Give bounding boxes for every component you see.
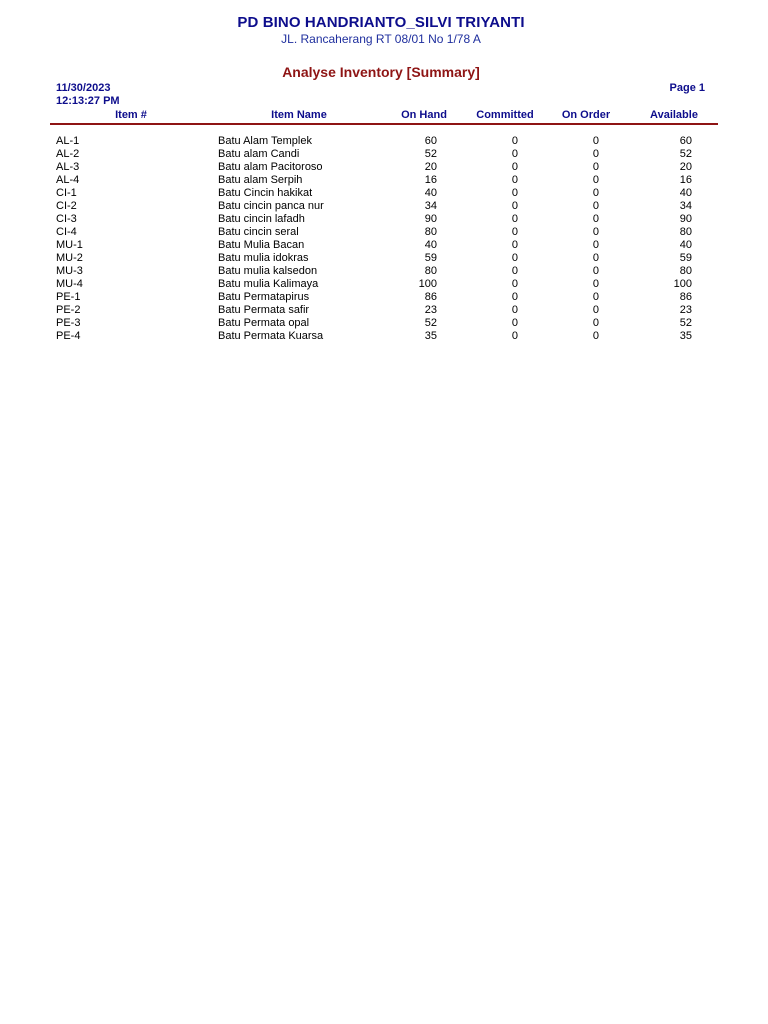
column-header-item: Item #	[115, 109, 147, 121]
item-name: Batu cincin seral	[218, 226, 299, 238]
column-header-committed: Committed	[476, 109, 534, 121]
table-row	[0, 317, 768, 330]
item-name: Batu mulia Kalimaya	[218, 278, 319, 290]
committed-value: 0	[511, 161, 518, 173]
column-header-name: Item Name	[271, 109, 327, 121]
table-row	[0, 161, 768, 174]
item-code: CI-3	[56, 213, 77, 225]
table-row	[0, 148, 768, 161]
committed-value: 0	[511, 291, 518, 303]
on-order-value: 0	[592, 317, 599, 329]
available-value: 16	[679, 174, 692, 186]
on-hand-value: 80	[424, 265, 437, 277]
on-order-value: 0	[592, 226, 599, 238]
committed-value: 0	[511, 174, 518, 186]
page-number: Page 1	[669, 82, 705, 94]
committed-value: 0	[511, 148, 518, 160]
on-hand-value: 86	[424, 291, 437, 303]
committed-value: 0	[511, 213, 518, 225]
committed-value: 0	[511, 317, 518, 329]
committed-value: 0	[511, 187, 518, 199]
table-row	[0, 213, 768, 226]
available-value: 35	[679, 330, 692, 342]
print-date: 11/30/2023	[56, 82, 111, 94]
table-row	[0, 226, 768, 239]
on-hand-value: 52	[424, 148, 437, 160]
committed-value: 0	[511, 200, 518, 212]
on-hand-value: 80	[424, 226, 437, 238]
on-order-value: 0	[592, 265, 599, 277]
item-name: Batu alam Pacitoroso	[218, 161, 323, 173]
on-order-value: 0	[592, 174, 599, 186]
on-hand-value: 100	[418, 278, 437, 290]
item-name: Batu Permata safir	[218, 304, 310, 316]
on-hand-value: 40	[424, 239, 437, 251]
table-row	[0, 252, 768, 265]
table-row	[0, 330, 768, 343]
available-value: 80	[679, 226, 692, 238]
item-code: CI-1	[56, 187, 77, 199]
committed-value: 0	[511, 252, 518, 264]
available-value: 86	[679, 291, 692, 303]
item-name: Batu Permatapirus	[218, 291, 310, 303]
table-row	[0, 304, 768, 317]
report-title: Analyse Inventory [Summary]	[282, 64, 480, 80]
item-name: Batu alam Candi	[218, 148, 300, 160]
item-code: PE-1	[56, 291, 81, 303]
on-order-value: 0	[592, 252, 599, 264]
on-order-value: 0	[592, 200, 599, 212]
item-code: PE-2	[56, 304, 81, 316]
item-name: Batu mulia idokras	[218, 252, 309, 264]
item-code: AL-2	[56, 148, 80, 160]
item-name: Batu cincin panca nur	[218, 200, 324, 212]
available-value: 52	[679, 317, 692, 329]
available-value: 52	[679, 148, 692, 160]
available-value: 20	[679, 161, 692, 173]
item-code: CI-4	[56, 226, 77, 238]
available-value: 90	[679, 213, 692, 225]
on-order-value: 0	[592, 304, 599, 316]
item-code: AL-4	[56, 174, 80, 186]
table-row	[0, 239, 768, 252]
on-hand-value: 59	[424, 252, 437, 264]
item-code: MU-1	[56, 239, 83, 251]
item-code: MU-3	[56, 265, 83, 277]
on-order-value: 0	[592, 161, 599, 173]
table-row	[0, 187, 768, 200]
item-code: PE-4	[56, 330, 81, 342]
on-order-value: 0	[592, 278, 599, 290]
on-hand-value: 35	[424, 330, 437, 342]
print-time: 12:13:27 PM	[56, 95, 120, 107]
committed-value: 0	[511, 265, 518, 277]
committed-value: 0	[511, 226, 518, 238]
table-row	[0, 278, 768, 291]
available-value: 80	[679, 265, 692, 277]
item-name: Batu Cincin hakikat	[218, 187, 313, 199]
on-order-value: 0	[592, 148, 599, 160]
on-hand-value: 90	[424, 213, 437, 225]
on-order-value: 0	[592, 213, 599, 225]
available-value: 34	[679, 200, 692, 212]
on-hand-value: 23	[424, 304, 437, 316]
on-hand-value: 16	[424, 174, 437, 186]
column-header-available: Available	[650, 109, 698, 121]
available-value: 60	[679, 135, 692, 147]
on-hand-value: 60	[424, 135, 437, 147]
on-hand-value: 52	[424, 317, 437, 329]
item-code: MU-2	[56, 252, 83, 264]
committed-value: 0	[511, 304, 518, 316]
item-code: AL-1	[56, 135, 80, 147]
on-order-value: 0	[592, 187, 599, 199]
item-name: Batu mulia kalsedon	[218, 265, 318, 277]
committed-value: 0	[511, 278, 518, 290]
available-value: 59	[679, 252, 692, 264]
column-header-on-hand: On Hand	[401, 109, 447, 121]
on-order-value: 0	[592, 239, 599, 251]
committed-value: 0	[511, 135, 518, 147]
item-name: Batu Alam Templek	[218, 135, 312, 147]
available-value: 40	[679, 239, 692, 251]
item-name: Batu cincin lafadh	[218, 213, 305, 225]
available-value: 23	[679, 304, 692, 316]
on-order-value: 0	[592, 291, 599, 303]
item-name: Batu Permata Kuarsa	[218, 330, 324, 342]
item-name: Batu Mulia Bacan	[218, 239, 305, 251]
company-address: JL. Rancaherang RT 08/01 No 1/78 A	[281, 32, 481, 46]
table-row	[0, 200, 768, 213]
header-divider	[50, 123, 718, 125]
on-hand-value: 20	[424, 161, 437, 173]
table-row	[0, 135, 768, 148]
on-order-value: 0	[592, 330, 599, 342]
committed-value: 0	[511, 239, 518, 251]
item-code: MU-4	[56, 278, 83, 290]
table-row	[0, 265, 768, 278]
committed-value: 0	[511, 330, 518, 342]
table-row	[0, 174, 768, 187]
item-name: Batu Permata opal	[218, 317, 310, 329]
item-name: Batu alam Serpih	[218, 174, 303, 186]
item-code: CI-2	[56, 200, 77, 212]
column-header-on-order: On Order	[561, 109, 611, 121]
item-code: PE-3	[56, 317, 81, 329]
inventory-table	[0, 135, 768, 343]
on-hand-value: 34	[424, 200, 437, 212]
on-order-value: 0	[592, 135, 599, 147]
available-value: 100	[673, 278, 692, 290]
available-value: 40	[679, 187, 692, 199]
company-name: PD BINO HANDRIANTO_SILVI TRIYANTI	[237, 14, 525, 31]
on-hand-value: 40	[424, 187, 437, 199]
table-row	[0, 291, 768, 304]
item-code: AL-3	[56, 161, 80, 173]
